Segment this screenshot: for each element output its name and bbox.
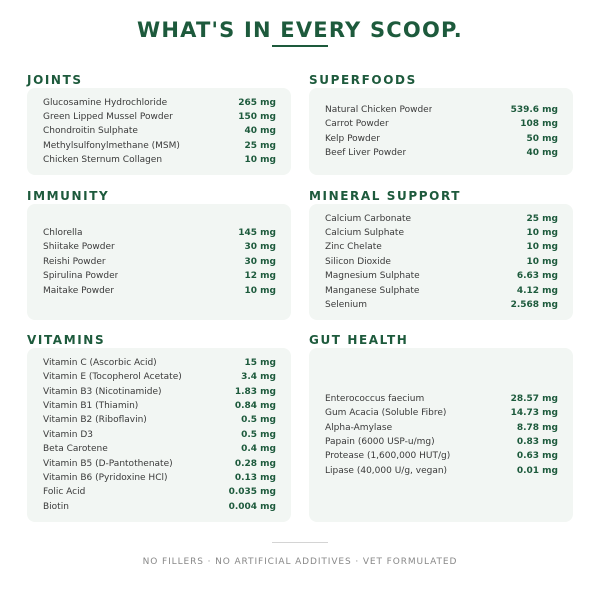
ingredient-row (325, 406, 558, 420)
ingredient-name: Vitamin B6 (Pyridoxine HCl) (43, 472, 168, 483)
ingredient-row (325, 212, 558, 226)
ingredient-name: Magnesium Sulphate (325, 271, 420, 282)
ingredient-name: Reishi Powder (43, 256, 106, 267)
ingredient-card (309, 348, 573, 522)
ingredient-name: Green Lipped Mussel Powder (43, 111, 173, 122)
ingredient-name: Biotin (43, 501, 69, 512)
ingredient-row (43, 110, 276, 124)
ingredient-row (325, 226, 558, 240)
ingredient-row (43, 226, 276, 240)
ingredient-row (325, 255, 558, 269)
ingredient-row (43, 385, 276, 399)
ingredient-card (309, 88, 573, 175)
ingredient-name: Methylsulfonylmethane (MSM) (43, 140, 180, 151)
ingredient-name: Spirulina Powder (43, 271, 119, 282)
ingredient-amount: 50 mg (526, 133, 558, 144)
ingredient-amount: 0.13 mg (234, 472, 276, 483)
ingredient-amount: 25 mg (244, 140, 276, 151)
ingredient-name: Shiitake Powder (43, 242, 115, 253)
ingredient-amount: 10 mg (244, 155, 276, 166)
ingredient-amount: 10 mg (526, 242, 558, 253)
ingredient-name: Manganese Sulphate (325, 285, 420, 296)
ingredient-amount: 10 mg (526, 228, 558, 239)
section-heading: SUPERFOODS (309, 73, 417, 87)
ingredient-row (43, 269, 276, 283)
section-heading: GUT HEALTH (309, 333, 409, 347)
ingredient-row (325, 392, 558, 406)
ingredient-amount: 28.57 mg (510, 393, 558, 404)
ingredient-row (43, 471, 276, 485)
ingredient-amount: 4.12 mg (516, 285, 558, 296)
ingredient-name: Gum Acacia (Soluble Fibre) (325, 408, 447, 419)
ingredient-name: Chicken Sternum Collagen (43, 155, 163, 166)
ingredient-row (325, 435, 558, 449)
ingredient-row (325, 103, 558, 117)
ingredient-amount: 0.4 mg (241, 444, 276, 455)
ingredient-amount: 265 mg (238, 97, 276, 108)
ingredient-amount: 25 mg (526, 213, 558, 224)
ingredient-name: Vitamin C (Ascorbic Acid) (43, 357, 157, 368)
ingredient-amount: 1.83 mg (234, 386, 276, 397)
ingredient-row (43, 428, 276, 442)
ingredient-amount: 150 mg (238, 111, 276, 122)
section-heading: MINERAL SUPPORT (309, 189, 462, 203)
ingredient-row (43, 124, 276, 138)
ingredient-name: Vitamin E (Tocopherol Acetate) (43, 372, 182, 383)
ingredient-name: Carrot Powder (325, 119, 389, 130)
ingredient-row (43, 457, 276, 471)
ingredient-row (43, 240, 276, 254)
ingredient-amount: 40 mg (526, 147, 558, 158)
ingredient-name: Silicon Dioxide (325, 256, 391, 267)
ingredient-amount: 40 mg (244, 126, 276, 137)
ingredient-amount: 0.63 mg (516, 451, 558, 462)
ingredient-row (325, 421, 558, 435)
ingredient-row (43, 356, 276, 370)
ingredient-amount: 10 mg (244, 285, 276, 296)
ingredient-name: Natural Chicken Powder (325, 104, 433, 115)
section-heading: IMMUNITY (27, 189, 110, 203)
ingredient-name: Vitamin B3 (Nicotinamide) (43, 386, 162, 397)
ingredient-name: Folic Acid (43, 487, 86, 498)
ingredient-name: Alpha-Amylase (325, 422, 393, 433)
ingredient-card (27, 348, 291, 522)
ingredient-name: Beta Carotene (43, 444, 108, 455)
footer-divider (272, 542, 328, 543)
ingredient-amount: 0.035 mg (228, 487, 276, 498)
ingredient-amount: 30 mg (244, 242, 276, 253)
ingredient-amount: 0.01 mg (516, 465, 558, 476)
ingredient-name: Protease (1,600,000 HUT/g) (325, 451, 451, 462)
ingredient-amount: 0.5 mg (241, 429, 276, 440)
ingredient-row (43, 284, 276, 298)
ingredient-row (43, 500, 276, 514)
ingredient-name: Calcium Carbonate (325, 213, 412, 224)
ingredient-amount: 3.4 mg (241, 372, 276, 383)
ingredient-amount: 12 mg (244, 271, 276, 282)
ingredient-row (43, 442, 276, 456)
ingredient-amount: 14.73 mg (510, 408, 558, 419)
ingredient-row (43, 153, 276, 167)
ingredient-row (325, 132, 558, 146)
ingredient-name: Vitamin D3 (43, 429, 93, 440)
section-heading: JOINTS (27, 73, 83, 87)
ingredient-amount: 539.6 mg (510, 104, 558, 115)
ingredient-row (325, 449, 558, 463)
ingredient-row (325, 298, 558, 312)
ingredient-amount: 0.5 mg (241, 415, 276, 426)
page-title: WHAT'S IN EVERY SCOOP. (137, 18, 463, 42)
ingredient-amount: 30 mg (244, 256, 276, 267)
ingredient-amount: 8.78 mg (516, 422, 558, 433)
ingredient-row (325, 269, 558, 283)
ingredient-card (27, 88, 291, 175)
ingredient-name: Chlorella (43, 228, 83, 239)
title-underline (272, 45, 328, 47)
ingredient-row (43, 413, 276, 427)
ingredient-amount: 145 mg (238, 228, 276, 239)
section-heading: VITAMINS (27, 333, 106, 347)
ingredient-name: Zinc Chelate (325, 242, 382, 253)
ingredient-amount: 15 mg (244, 357, 276, 368)
ingredient-amount: 0.28 mg (234, 458, 276, 469)
ingredient-row (325, 464, 558, 478)
ingredient-name: Lipase (40,000 U/g, vegan) (325, 465, 448, 476)
ingredient-row (43, 370, 276, 384)
ingredient-name: Enterococcus faecium (325, 393, 425, 404)
ingredient-row (325, 284, 558, 298)
ingredient-amount: 0.83 mg (516, 437, 558, 447)
ingredient-card (27, 204, 291, 320)
ingredient-name: Kelp Powder (325, 133, 380, 144)
ingredient-name: Papain (6000 USP-u/mg) (325, 437, 435, 447)
ingredient-card (309, 204, 573, 320)
ingredient-amount: 6.63 mg (516, 271, 558, 282)
ingredient-row (325, 117, 558, 131)
ingredient-amount: 108 mg (520, 119, 558, 130)
ingredient-name: Glucosamine Hydrochloride (43, 97, 168, 108)
footer-tagline: NO FILLERS · NO ARTIFICIAL ADDITIVES · VET FORMULATED (142, 557, 458, 567)
ingredient-row (43, 399, 276, 413)
ingredient-name: Maitake Powder (43, 285, 115, 296)
ingredient-amount: 0.84 mg (234, 401, 276, 412)
ingredient-row (325, 146, 558, 160)
ingredient-amount: 0.004 mg (228, 501, 276, 512)
ingredient-row (43, 96, 276, 110)
ingredient-row (325, 240, 558, 254)
ingredient-name: Selenium (325, 299, 367, 310)
ingredient-row (43, 485, 276, 499)
ingredient-name: Vitamin B5 (D-Pantothenate) (43, 458, 173, 469)
ingredient-name: Calcium Sulphate (325, 228, 404, 239)
ingredient-name: Vitamin B2 (Riboflavin) (43, 415, 147, 426)
ingredient-name: Beef Liver Powder (325, 147, 407, 158)
ingredient-name: Chondroitin Sulphate (43, 126, 138, 137)
ingredient-amount: 10 mg (526, 256, 558, 267)
ingredient-name: Vitamin B1 (Thiamin) (43, 401, 139, 412)
ingredient-row (43, 255, 276, 269)
ingredient-amount: 2.568 mg (510, 299, 558, 310)
ingredient-row (43, 139, 276, 153)
